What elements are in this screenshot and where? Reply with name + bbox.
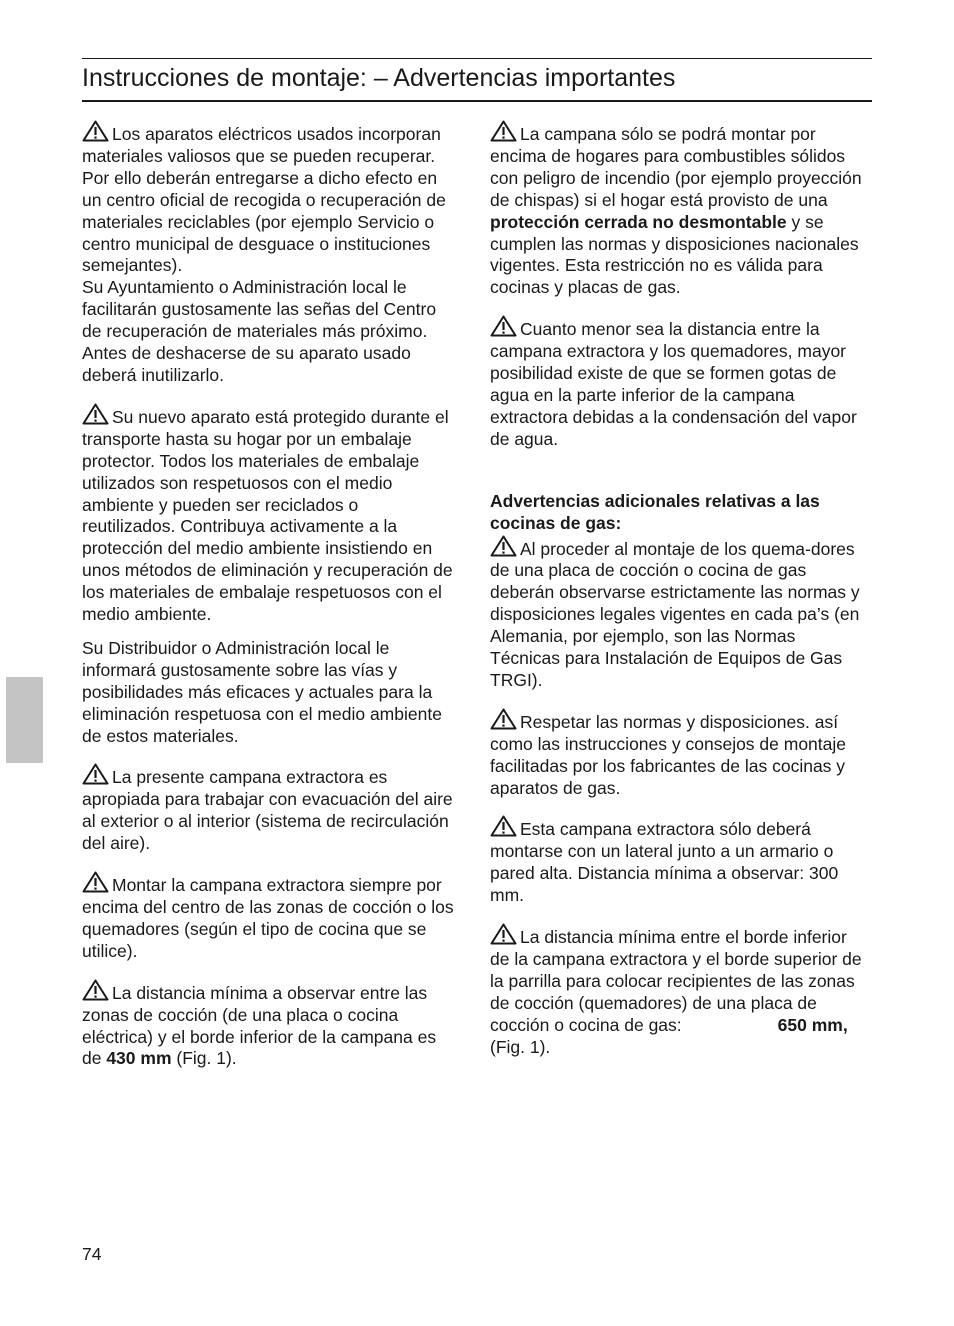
page-title: Instrucciones de montaje: – Advertencias importantes [82,64,676,92]
warning-triangle-icon [82,403,109,425]
warning-triangle-icon [82,979,109,1001]
warning-text: Esta campana extractora sólo deberá montarse con un lateral junto a un armario o pared alta. Distancia mínima a observar: 300 mm. [490,819,839,906]
warning-text: Al proceder al montaje de los quema-dores de una placa de cocción o cocina de gas deberán observarse estrictamente las normas y disposiciones legales vigentes en cada pa’s (en Alemania, por ejemplo, son las Normas Técnicas para Instalación de Equipos de Gas TRGI). [490,538,860,690]
warning-triangle-icon [82,120,109,142]
warning-triangle-icon [82,871,109,893]
warning-block-air [82,763,454,855]
warning-block-recycling [82,120,454,387]
warning-text: La distancia mínima a observar entre las zonas de cocción (de una placa o cocina eléctrica) y el borde inferior de la campana es de [82,982,437,1069]
warning-block-packaging [82,403,454,626]
header-rule-bottom [82,100,872,102]
warning-block-condensation [490,315,862,450]
warning-text: La campana sólo se podrá montar por encima de hogares para combustibles sólidos con peligro de incendio (por ejemplo proyección de chispas) si el hogar está provisto de una [490,124,862,210]
warning-block-lateral [490,815,862,907]
paragraph-text: Su Ayuntamiento o Administración local le facilitarán gustosamente las señas del Centro de recuperación de materiales más próximo. [82,277,437,342]
warning-block-distance-electric [82,979,454,1071]
warning-text: Montar la campana extractora siempre por encima del centro de las zonas de cocción o los quemadores (según el tipo de cocina que se utilice). [82,875,454,961]
distance-value: 430 mm [106,1048,172,1069]
page-number: 74 [82,1244,102,1264]
paragraph-text: Antes de deshacerse de su aparato usado deberá inutilizarlo. [82,343,411,385]
left-column [82,120,454,1086]
warning-triangle-icon [490,315,517,337]
section-heading-gas: Advertencias adicionales relativas a las cocinas de gas: [490,490,820,533]
warning-triangle-icon [490,923,517,945]
paragraph-distributor [82,638,454,748]
warning-text: Los aparatos eléctricos usados incorporan materiales valiosos que se pueden recuperar. Por ello deberán entregarse a dicho efecto en un centro oficial de recogida o recuperación de materiales reciclables (por ejemplo Servicio o centro municipal de desguace o instituciones semejantes). [82,124,446,276]
warning-triangle-icon [490,535,517,557]
right-column [490,120,862,1075]
figure-reference: (Fig. 1). [490,1036,551,1057]
warning-triangle-icon [82,763,109,785]
figure-reference: (Fig. 1). [171,1048,237,1069]
warning-text: Cuanto menor sea la distancia entre la campana extractora y los quemadores, mayor posibilidad existe de que se formen gotas de agua en la parte inferior de la campana extractora debidas a la condensación del vapor de agua. [490,319,857,449]
warning-triangle-icon [490,708,517,730]
protection-emphasis: protección cerrada no desmontable [490,211,787,232]
warning-triangle-icon [490,120,517,142]
gas-section [490,491,862,692]
paragraph-text: Su Distribuidor o Administración local le informará gustosamente sobre las vías y posibilidades más eficaces y actuales para la eliminación respetuosa con el medio ambiente de estos materiales. [82,637,442,746]
warning-text: La distancia mínima entre el borde inferior de la campana extractora y el borde superior de la parrilla para colocar recipientes de las zonas de cocción (quemadores) de una placa de cocción o cocina de gas: [490,927,862,1035]
warning-text: La presente campana extractora es apropiada para trabajar con evacuación del aire al exterior o al interior (sistema de recirculación del aire). [82,767,453,854]
warning-block-distance-gas [490,923,862,1058]
warning-block-regulations [490,708,862,800]
warning-triangle-icon [490,815,517,837]
distance-value: 650 mm, [777,1014,848,1035]
warning-text: Respetar las normas y disposiciones. así como las instrucciones y consejos de montaje facilitadas por los fabricantes de las cocinas y aparatos de gas. [490,711,847,798]
header-rule-top [82,58,872,59]
warning-text: y se cumplen las normas y disposiciones nacionales vigentes. Esta restricción no es válida para cocinas y placas de gas. [490,211,859,298]
section-tab-marker [6,677,43,763]
warning-text: Su nuevo aparato está protegido durante el transporte hasta su hogar por un embalaje protector. Todos los materiales de embalaje utilizados son respetuosos con el medio ambiente y pueden ser reciclados o reutilizados. Contribuya activamente a la protección del medio ambiente insistiendo en unos métodos de eliminación y recuperación de los materiales de embalaje respetuosos con el medio ambiente. [82,406,453,625]
warning-block-solid-fuel [490,120,862,299]
warning-block-mounting [82,871,454,963]
